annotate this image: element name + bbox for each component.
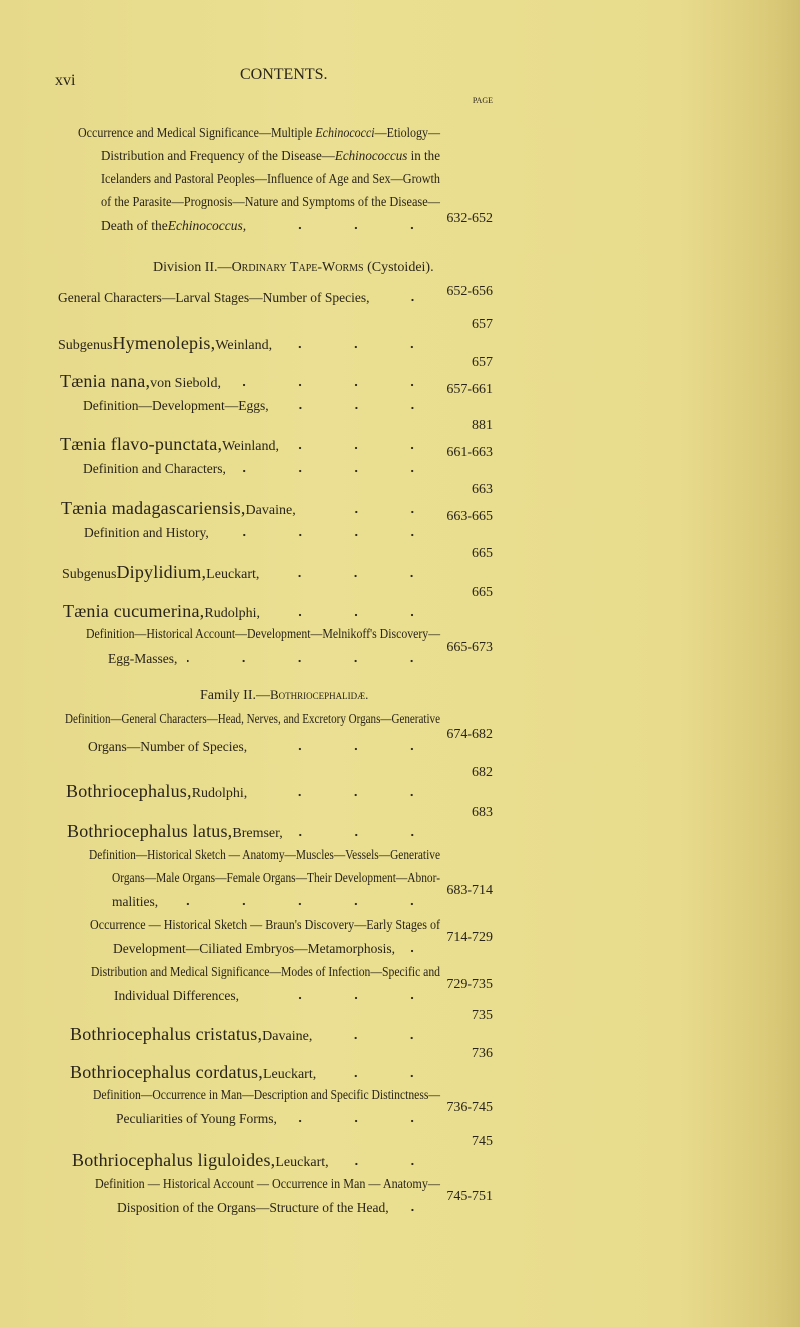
text: Death of the: [101, 218, 168, 233]
toc-entry-bothriocephalus: [66, 782, 440, 803]
page-range: 674-682: [446, 727, 493, 742]
page-number: 683: [472, 805, 493, 820]
entry-line: [101, 147, 440, 165]
dot-leader: [339, 1162, 440, 1166]
toc-entry-bothriocephalus-latus: [67, 822, 440, 843]
italic-term: Echinococcus: [334, 148, 408, 163]
taxon-name: Tænia flavo-punctata,: [60, 434, 223, 454]
author: Rudolphi,: [191, 786, 248, 801]
page-number: 745: [472, 1134, 493, 1149]
subentry: Definition — Historical Account — Occurrence in Man — Anatomy—: [95, 1176, 440, 1191]
page-range: 736-745: [446, 1100, 493, 1115]
subentry-line: [113, 940, 440, 958]
subentry-line: [117, 1199, 440, 1217]
subentry: Individual Differences,: [114, 988, 239, 1003]
toc-entry-bothriocephalus-cristatus: [70, 1025, 440, 1046]
text: (Cystoidei).: [363, 260, 434, 275]
page-folio: xvi: [55, 72, 76, 89]
dot-leader: [306, 510, 440, 514]
author: Rudolphi,: [204, 606, 260, 621]
page-number: 657: [472, 317, 493, 332]
page-range: 683-714: [446, 883, 493, 898]
family-heading: [200, 686, 368, 705]
author: Davaine,: [262, 1029, 313, 1044]
page-range: 632-652: [446, 211, 493, 226]
subentry: Egg-Masses,: [108, 651, 178, 666]
text: —Etiology—: [374, 125, 440, 140]
dot-leader: [257, 793, 440, 797]
subentry: Definition—Historical Sketch — Anatomy—Muscles—Vessels—Generative: [89, 847, 440, 862]
page-number: 682: [472, 765, 493, 780]
text: Subgenus: [62, 567, 117, 582]
text: in the: [407, 148, 440, 163]
taxon-name: Tænia nana,: [60, 371, 151, 391]
subentry: Definition—Historical Account—Development—Melnikoff's Discovery—: [86, 626, 440, 641]
taxon-name: Dipylidium,: [116, 562, 207, 582]
subentry: Definition—Development—Eggs,: [83, 398, 269, 413]
author: Weinland,: [222, 439, 279, 454]
dot-leader: [279, 406, 440, 410]
dot-leader: [322, 1036, 440, 1040]
author: Leuckart,: [206, 567, 260, 582]
author: Weinland,: [215, 338, 273, 353]
toc-entry-taenia-cucumerina: [63, 602, 440, 623]
subentry: Disposition of the Organs—Structure of the Head,: [117, 1200, 389, 1215]
entry-line: [88, 738, 440, 756]
page-range: 657-661: [446, 382, 493, 397]
dot-leader: [187, 659, 440, 663]
subentry: Definition—Occurrence in Man—Description and Specific Distinctness—: [93, 1087, 440, 1102]
subentry-line: [116, 1110, 440, 1128]
text: Icelanders and Pastoral Peoples—Influence of Age and Sex—Growth: [101, 171, 440, 186]
subentry: Peculiarities of Young Forms,: [116, 1111, 277, 1126]
page-title: CONTENTS.: [240, 66, 328, 83]
entry-line: [78, 124, 440, 142]
division-name: Ordinary Tape-Worms: [231, 260, 364, 275]
subentry-line: [83, 460, 440, 478]
text: of the Parasite—Prognosis—Nature and Symptoms of the Disease—: [101, 194, 440, 209]
toc-entry-hymenolepis: [58, 334, 440, 355]
italic-term: Echinococci: [315, 125, 375, 140]
dot-leader: [269, 574, 440, 578]
page-number: 735: [472, 1008, 493, 1023]
subentry: Development—Ciliated Embryos—Metamorphosis,: [113, 941, 395, 956]
subentry-line: [112, 893, 440, 911]
author: Bremser,: [232, 826, 283, 841]
toc-entry-taenia-nana: [60, 372, 440, 393]
dot-leader: [236, 469, 440, 473]
taxon-name: Bothriocephalus latus,: [67, 821, 233, 841]
italic-term: Echinococcus,: [167, 218, 247, 233]
page-range: 665-673: [446, 640, 493, 655]
author: von Siebold,: [150, 376, 221, 391]
dot-leader: [405, 949, 440, 953]
dot-leader: [326, 1074, 440, 1078]
taxon-name: Bothriocephalus liguloides,: [72, 1150, 276, 1170]
subentry-line: [83, 397, 440, 415]
subentry: Distribution and Medical Significance—Modes of Infection—Specific and: [91, 964, 440, 979]
family-name: Bothriocephalidæ.: [270, 687, 369, 702]
toc-entry-family-definition: Definition—General Characters—Head, Nerves, and Excretory Organs—Generative: [65, 711, 440, 726]
text: Subgenus: [58, 338, 113, 353]
dot-leader: [168, 902, 440, 906]
author: Leuckart,: [275, 1155, 329, 1170]
subentry: malities,: [112, 894, 159, 909]
page-number: 657: [472, 355, 493, 370]
taxon-name: Bothriocephalus cordatus,: [70, 1062, 263, 1082]
dot-leader: [380, 298, 440, 302]
dot-leader: [256, 226, 440, 230]
text: Organs—Number of Species,: [88, 739, 248, 754]
dot-leader: [282, 345, 440, 349]
page-range: 729-735: [446, 977, 493, 992]
text: Division II.—: [153, 260, 232, 275]
toc-entry-dipylidium: [62, 563, 440, 584]
taxon-name: Hymenolepis,: [112, 333, 216, 353]
text: Occurrence and Medical Significance—Multiple: [78, 125, 316, 140]
toc-entry-general-characters: [58, 289, 440, 307]
page-range: 714-729: [446, 930, 493, 945]
page-range: 745-751: [446, 1189, 493, 1204]
taxon-name: Tænia madagascariensis,: [61, 498, 246, 518]
page-number: 736: [472, 1046, 493, 1061]
dot-leader: [219, 533, 440, 537]
author: Davaine,: [245, 503, 296, 518]
text: Distribution and Frequency of the Disease—: [101, 148, 335, 163]
page-number: 665: [472, 585, 493, 600]
taxon-name: Tænia cucumerina,: [63, 601, 205, 621]
subentry-line: [84, 524, 440, 542]
entry-line: [101, 217, 440, 235]
dot-leader: [257, 747, 440, 751]
division-heading: [153, 259, 434, 277]
subentry: Definition and History,: [84, 525, 209, 540]
page-range: 663-665: [446, 509, 493, 524]
subentry: Occurrence — Historical Sketch — Braun's Discovery—Early Stages of: [90, 917, 440, 932]
page-number: 663: [472, 482, 493, 497]
toc-entry-taenia-madagascariensis: [61, 499, 440, 520]
dot-leader: [287, 1119, 440, 1123]
subentry-line: [114, 987, 440, 1005]
toc-entry-taenia-flavo-punctata: [60, 435, 440, 456]
dot-leader: [293, 833, 440, 837]
dot-leader: [231, 383, 440, 387]
page-number: 881: [472, 418, 493, 433]
page-column-label: PAGE: [472, 96, 493, 105]
taxon-name: Bothriocephalus,: [66, 781, 192, 801]
page-range: 652-656: [446, 284, 493, 299]
page-number: 665: [472, 546, 493, 561]
toc-entry-bothriocephalus-liguloides: [72, 1151, 440, 1172]
toc-entry-bothriocephalus-cordatus: [70, 1063, 440, 1084]
dot-leader: [289, 446, 440, 450]
subentry: Organs—Male Organs—Female Organs—Their Development—Abnor-: [112, 870, 440, 885]
subentry-line: [108, 650, 440, 668]
text: Family II.—: [200, 688, 270, 703]
dot-leader: [270, 613, 440, 617]
subentry: Definition and Characters,: [83, 461, 226, 476]
dot-leader: [249, 996, 440, 1000]
dot-leader: [399, 1208, 440, 1212]
page-range: 661-663: [446, 445, 493, 460]
text: General Characters—Larval Stages—Number of Species,: [58, 290, 370, 305]
author: Leuckart,: [262, 1067, 317, 1082]
taxon-name: Bothriocephalus cristatus,: [70, 1024, 263, 1044]
